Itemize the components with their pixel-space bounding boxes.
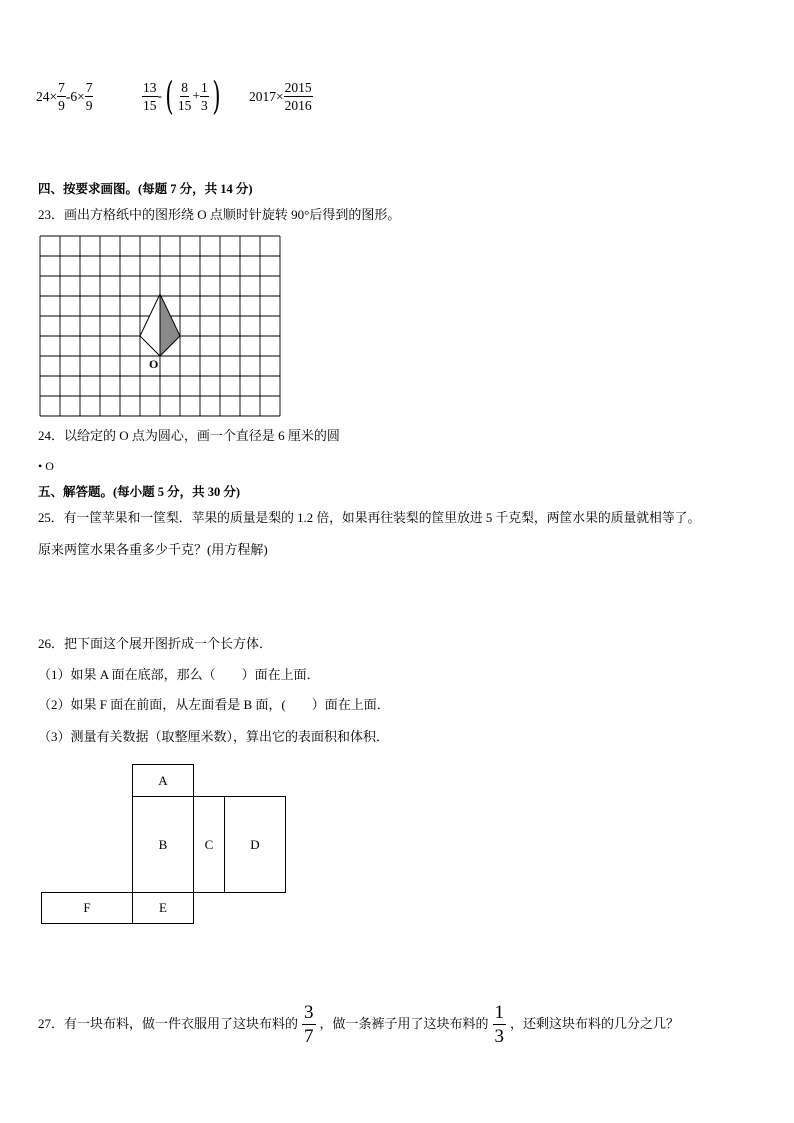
numerator: 2015 [284,80,312,95]
denominator: 9 [58,98,65,113]
expr1-term: 24× [36,88,58,104]
denominator: 3 [200,97,208,113]
net-face-f: F [41,892,133,924]
kite-left-half [140,294,160,356]
numerator: 7 [58,80,65,95]
net-face-a: A [132,764,194,797]
denominator: 15 [143,97,157,113]
point-o-label: O [149,357,159,371]
net-face-e: E [132,892,194,924]
q26-part2: （2）如果 F 面在前面，从左面看是 B 面，( ）面在上面． [38,697,390,712]
numerator: 1 [494,1001,505,1023]
q24-center-point: • O [38,459,54,473]
fraction [177,80,193,113]
fraction [284,80,313,113]
expression-2 [142,74,224,118]
numerator: 3 [304,1001,314,1023]
q27-text-part2: ，做一条裤子用了这块布料的 [319,1016,489,1031]
q23-grid-figure [38,234,282,418]
fraction [142,80,158,113]
expr1-mid: -6× [65,88,85,104]
q25-line1: 25．有一筐苹果和一筐梨．苹果的质量是梨的 1.2 倍，如果再往装梨的筐里放进 5 千克梨，两筐水果的质量就相等了。 [38,511,701,525]
q24-text: 24．以给定的 O 点为圆心，画一个直径是 6 厘米的圆 [38,428,340,443]
fraction [57,80,66,113]
numerator: 13 [143,79,157,95]
section-5-header: 五、解答题。(每小题 5 分，共 30 分) [38,485,241,499]
q27-text-part3: ，还剩这块布料的几分之几？ [510,1016,680,1031]
q26-part3: （3）测量有关数据（取整厘米数），算出它的表面积和体积． [38,729,390,744]
net-face-d: D [224,796,286,893]
expr3-term: 2017× [249,88,284,104]
numerator: 7 [85,80,93,95]
numerator: 8 [181,79,188,95]
q27-fraction-2 [493,1002,507,1047]
right-paren: ) [212,74,221,118]
denominator: 7 [304,1025,314,1047]
q23-text: 23．画出方格纸中的图形绕 O 点顺时针旋转 90°后得到的图形。 [38,207,401,222]
plus-sign: + [192,88,200,103]
expression-3 [249,80,313,113]
q27-text-part1: 27．有一块布料，做一件衣服用了这块布料的 [38,1016,299,1031]
denominator: 3 [494,1025,505,1047]
net-face-b: B [132,796,194,893]
left-paren: ( [165,74,174,118]
fraction [200,80,209,113]
denominator: 15 [177,97,192,113]
q27-line [38,1001,680,1047]
q26-intro: 26．把下面这个展开图折成一个长方体． [38,636,273,651]
minus-sign: - [157,88,162,103]
expression-1 [36,80,93,113]
section-4-header: 四、按要求画图。(每题 7 分，共 14 分) [38,182,253,196]
q26-part1: （1）如果 A 面在底部，那么（ ）面在上面． [38,667,320,682]
kite-shaded-half [160,294,180,356]
fraction [85,80,94,113]
net-face-c: C [193,796,225,893]
q25-line2: 原来两筐水果各重多少千克？(用方程解) [38,542,268,557]
denominator: 9 [85,98,93,113]
numerator: 1 [200,79,208,95]
denominator: 2016 [284,98,312,113]
q27-fraction-1 [302,1002,316,1047]
